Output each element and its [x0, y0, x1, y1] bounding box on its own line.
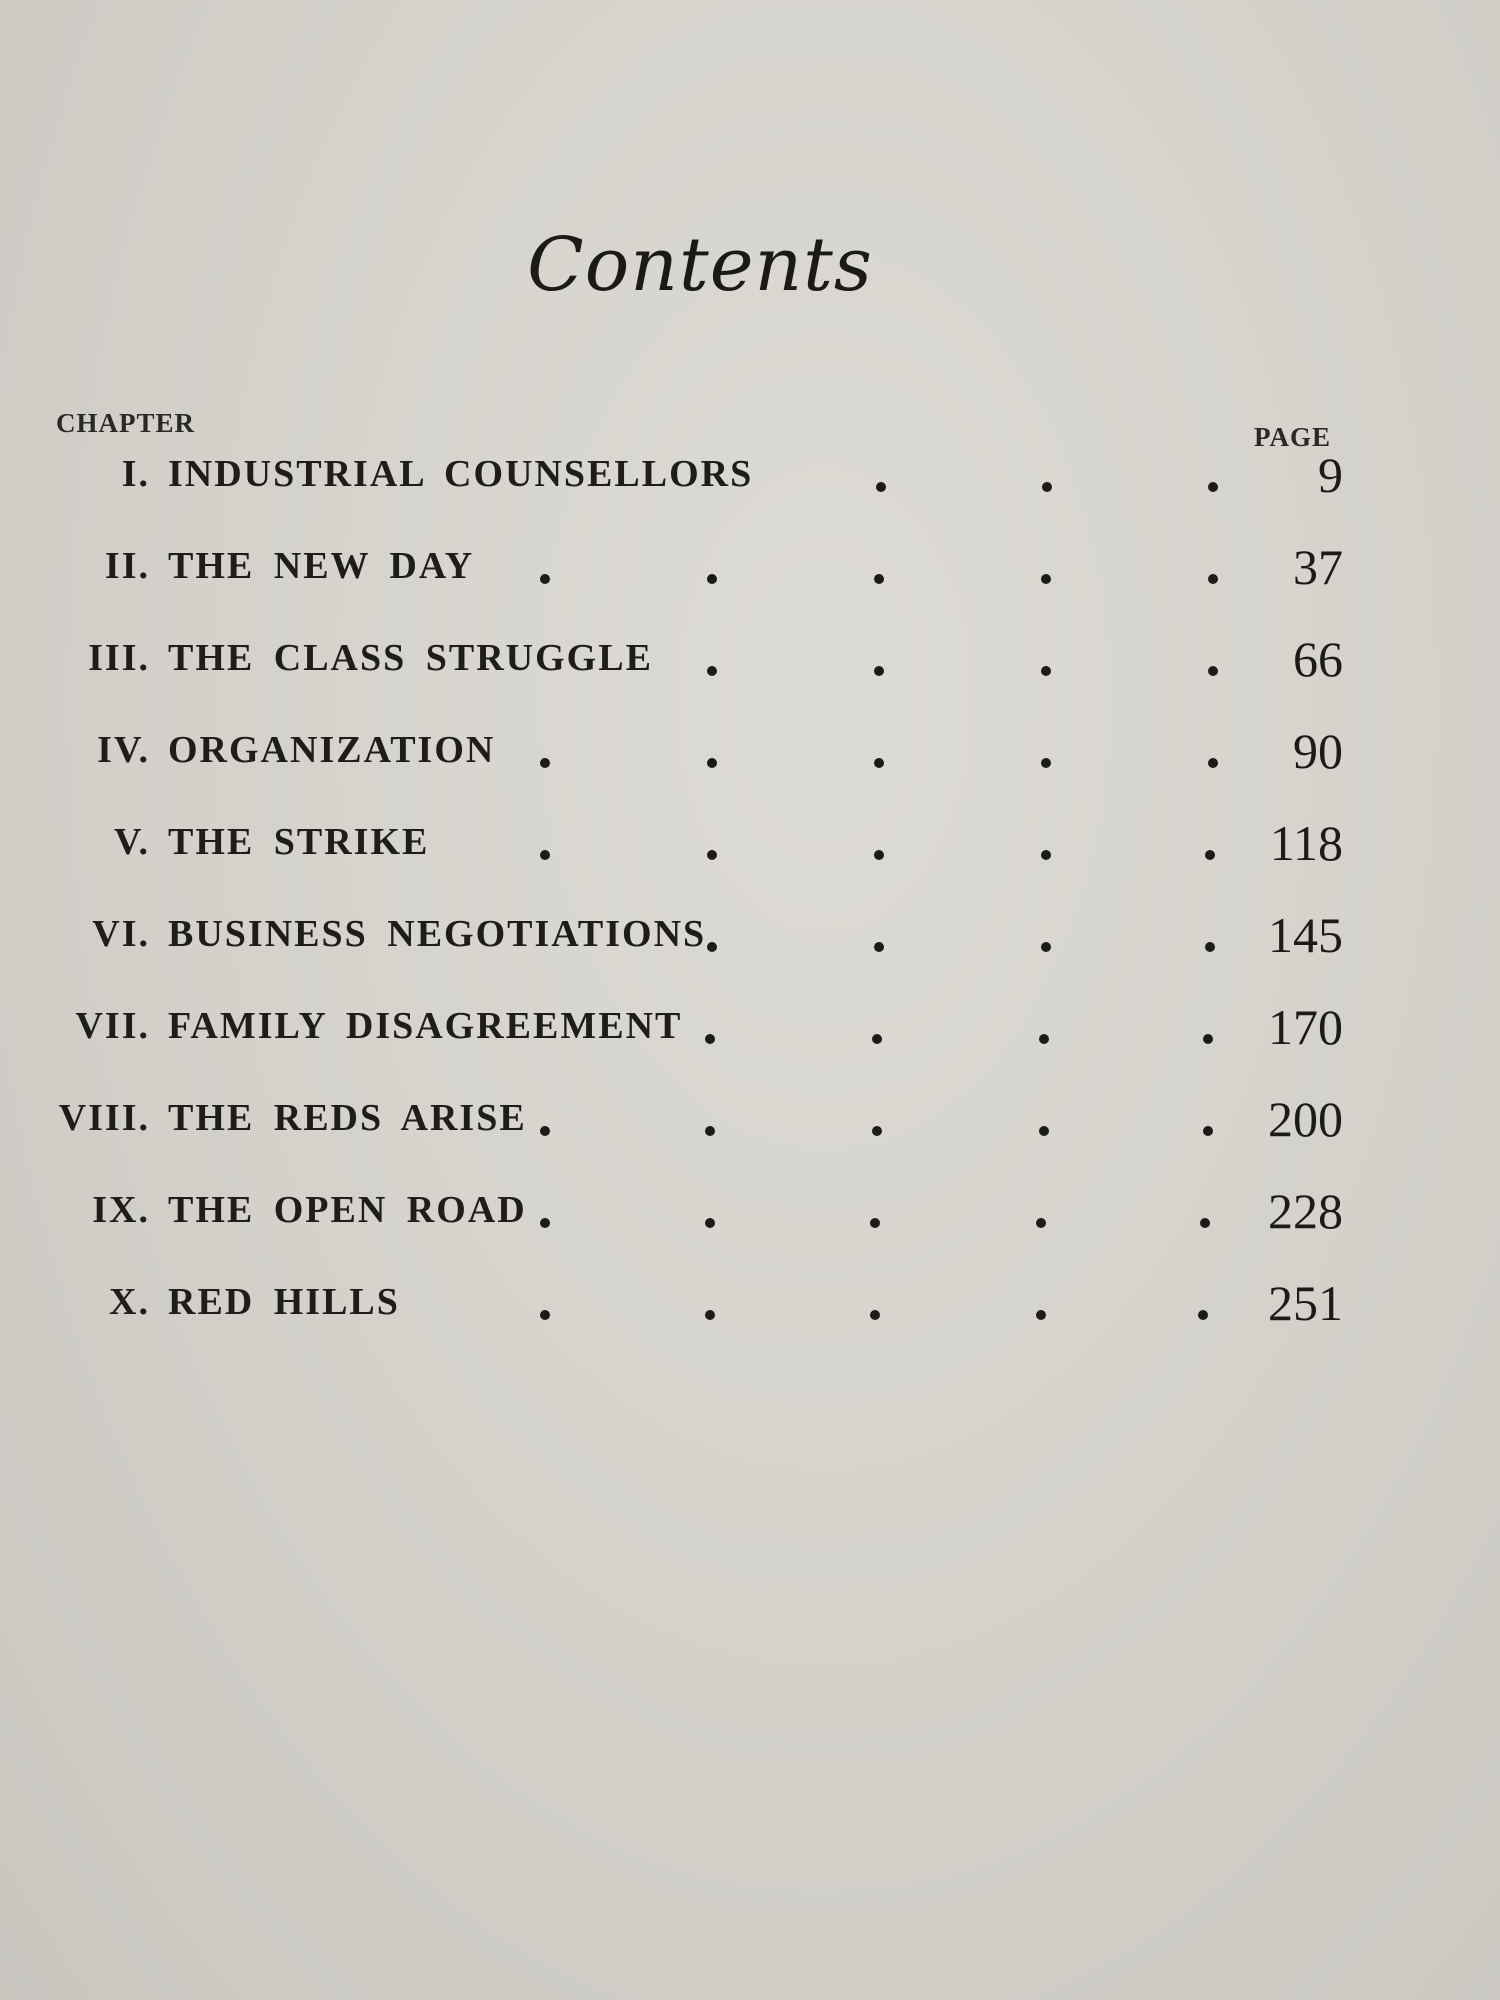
leader-dot [1041, 666, 1051, 676]
leader-dot [1208, 666, 1218, 676]
leader-dot [870, 1218, 880, 1228]
leader-dot [1203, 1126, 1213, 1136]
leader-dot [1208, 482, 1218, 492]
chapter-title: THE CLASS STRUGGLE [168, 637, 653, 679]
chapter-numeral: VIII. [58, 1097, 150, 1139]
leader-dot [1203, 1034, 1213, 1044]
chapter-numeral: VII. [75, 1005, 150, 1047]
leader-dot [874, 758, 884, 768]
leader-dot [870, 1310, 880, 1320]
chapter-page-number: 37 [1293, 539, 1343, 595]
leader-dot [540, 574, 550, 584]
chapter-numeral: X. [109, 1281, 150, 1323]
toc-entry [0, 1091, 1500, 1156]
leader-dot [705, 1126, 715, 1136]
leader-dot [1036, 1310, 1046, 1320]
chapter-page-number: 9 [1318, 447, 1343, 503]
leader-dot [1205, 850, 1215, 860]
leader-dot [707, 574, 717, 584]
leader-dot [1041, 758, 1051, 768]
chapter-numeral: I. [121, 453, 150, 495]
leader-dot [1041, 942, 1051, 952]
toc-entry [0, 539, 1500, 604]
leader-dot [705, 1218, 715, 1228]
leader-dot [1039, 1034, 1049, 1044]
leader-dot [540, 1126, 550, 1136]
chapter-title: THE REDS ARISE [168, 1097, 527, 1139]
toc-entry [0, 1275, 1500, 1340]
chapter-title: INDUSTRIAL COUNSELLORS [168, 453, 754, 495]
chapter-page-number: 170 [1268, 999, 1343, 1055]
chapter-numeral: V. [113, 821, 150, 863]
leader-dot [1208, 574, 1218, 584]
leader-dot [707, 850, 717, 860]
leader-dot [707, 758, 717, 768]
leader-dot [1042, 482, 1052, 492]
chapter-title: BUSINESS NEGOTIATIONS [168, 913, 707, 955]
leader-dot [872, 1034, 882, 1044]
leader-dot [1205, 942, 1215, 952]
toc-entry [0, 999, 1500, 1064]
toc-entry [0, 1183, 1500, 1248]
toc-entry [0, 723, 1500, 788]
leader-dot [705, 1310, 715, 1320]
leader-dot [1036, 1218, 1046, 1228]
toc-entry [0, 907, 1500, 972]
leader-dot [1039, 1126, 1049, 1136]
leader-dot [874, 942, 884, 952]
chapter-page-number: 90 [1293, 723, 1343, 779]
leader-dot [876, 482, 886, 492]
chapter-numeral: II. [104, 545, 150, 587]
leader-dot [874, 850, 884, 860]
leader-dot [872, 1126, 882, 1136]
chapter-title: THE OPEN ROAD [168, 1189, 527, 1231]
chapter-title: THE STRIKE [168, 821, 430, 863]
leader-dot [540, 1218, 550, 1228]
leader-dot [1208, 758, 1218, 768]
leader-dot [540, 1310, 550, 1320]
chapter-page-number: 200 [1268, 1091, 1343, 1147]
chapter-page-number: 145 [1268, 907, 1343, 963]
chapter-title: FAMILY DISAGREEMENT [168, 1005, 683, 1047]
leader-dot [540, 850, 550, 860]
leader-dot [707, 942, 717, 952]
page-title: Contents [527, 222, 873, 308]
leader-dot [874, 666, 884, 676]
chapter-numeral: III. [88, 637, 150, 679]
leader-dot [707, 666, 717, 676]
toc-entry [0, 631, 1500, 696]
leader-dot [705, 1034, 715, 1044]
leader-dot [540, 758, 550, 768]
leader-dot [1198, 1310, 1208, 1320]
leader-dot [1041, 850, 1051, 860]
leader-dot [1041, 574, 1051, 584]
chapter-page-number: 118 [1269, 815, 1343, 871]
chapter-title: RED HILLS [168, 1281, 400, 1323]
toc-entry [0, 447, 1500, 512]
chapter-title: THE NEW DAY [168, 545, 475, 587]
chapter-page-number: 228 [1268, 1183, 1343, 1239]
chapter-numeral: VI. [92, 913, 150, 955]
leader-dot [1200, 1218, 1210, 1228]
chapter-page-number: 66 [1293, 631, 1343, 687]
chapter-numeral: IV. [97, 729, 150, 771]
chapter-page-number: 251 [1268, 1275, 1343, 1331]
leader-dot [874, 574, 884, 584]
chapter-title: ORGANIZATION [168, 729, 496, 771]
page-column-header: PAGE [1254, 422, 1331, 452]
chapter-numeral: IX. [92, 1189, 150, 1231]
toc-entry [0, 815, 1500, 880]
chapter-column-header: CHAPTER [56, 408, 196, 438]
